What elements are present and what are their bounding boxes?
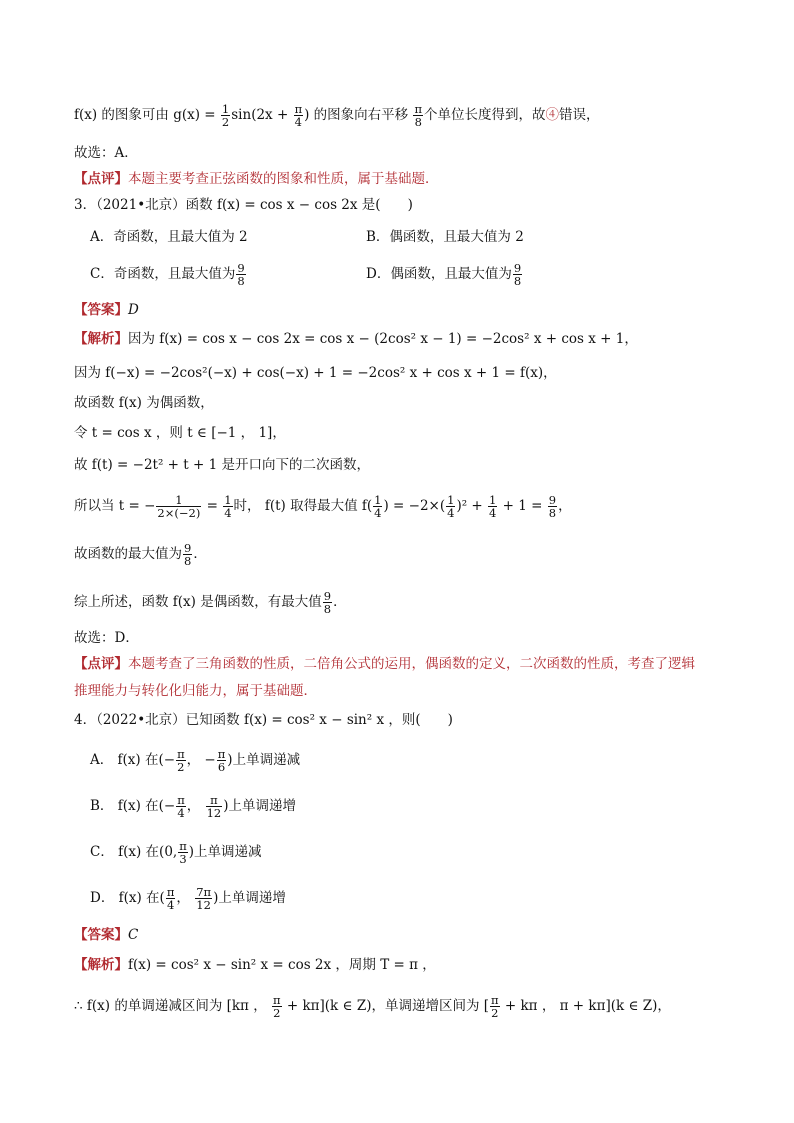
q3-option-a: A．奇函数，且最大值为 2 (90, 229, 248, 245)
q4-solution-1: 【解析】f(x) = cos² x − sin² x = cos 2x ，周期 T = π ， (74, 957, 436, 973)
fraction: $\frac{\pi}{8}$ (414, 102, 423, 129)
q3-comment-1: 【点评】本题考查了三角函数的性质，二倍角公式的运用，偶函数的定义，二次函数的性质，考查了逻辑 (74, 656, 695, 672)
q3-solution-8: 综上所述，函数 f(x) 是偶函数，有最大值 $\frac{9}{8}$ ． (74, 589, 347, 616)
analysis-tag: 【解析】 (74, 331, 128, 347)
q3-option-d: D．偶函数，且最大值为 $\frac{9}{8}$ (366, 261, 522, 288)
answer-tag: 【答案】 (74, 302, 128, 318)
fraction: $\frac{1}{2}$ (221, 102, 230, 129)
answer-tag: 【答案】 (74, 927, 128, 943)
q4-option-a: A． f(x) 在(− $\frac{\pi}{2}$ ， − $\frac{\pi}{6}$ )上单调递减 (90, 747, 301, 774)
q4-option-d: D． f(x) 在( $\frac{\pi}{4}$ ， $\frac{7\pi}{12}$ )上单调递增 (90, 885, 286, 912)
q4-answer: 【答案】C (74, 927, 139, 943)
q4-solution-2: ∴ f(x) 的单调递减区间为 [kπ ， $\frac{\pi}{2}$ + kπ](k ∈ Z)，单调递增区间为 [ $\frac{\pi}{2}$ + kπ ， π + kπ](k ∈ Z)， (74, 993, 671, 1020)
q3-comment-2: 推理能力与转化化归能力，属于基础题． (74, 683, 317, 699)
solution-line-shift: f(x) 的图象可由 g(x) = $\frac{1}{2}$ sin(2x + $\frac{\pi}{4}$ ) 的图象向右平移 $\frac{\pi}{8}$ 个单位长度得到，故④错误， (74, 102, 600, 129)
q3-solution-6: 所以当 t = − $\frac{1}{2\times(-2)}$ = $\frac{1}{4}$ 时， f(t) 取得最大值 f( $\frac{1}{4}$ ) = −2×( $\frac{1}{4}$ )² + $\frac{1}{4}$ + 1 = $\frac{9}{8}$ ， (74, 493, 572, 520)
comment-line: 【点评】本题主要考查正弦函数的图象和性质，属于基础题． (74, 171, 439, 187)
q3-option-c: C．奇函数，且最大值为 $\frac{9}{8}$ (90, 261, 245, 288)
question-4-stem: 4．（2022•北京）已知函数 f(x) = cos² x − sin² x ，则( ) (74, 712, 453, 728)
q4-option-c: C． f(x) 在(0, $\frac{\pi}{3}$ )上单调递减 (90, 839, 262, 866)
fraction: $\frac{\pi}{4}$ (294, 102, 303, 129)
comment-tag: 【点评】 (74, 171, 128, 187)
q4-option-b: B． f(x) 在(− $\frac{\pi}{4}$ ， $\frac{\pi}{12}$ )上单调递增 (90, 793, 297, 820)
q3-option-b: B．偶函数，且最大值为 2 (366, 229, 524, 245)
q3-solution-4: 令 t = cos x ，则 t ∈ [−1 ， 1]， (74, 425, 286, 441)
q3-solution-3: 故函数 f(x) 为偶函数， (74, 395, 214, 411)
q3-solution-7: 故函数的最大值为 $\frac{9}{8}$ ． (74, 541, 207, 568)
q3-solution-5: 故 f(t) = −2t² + t + 1 是开口向下的二次函数， (74, 457, 370, 473)
q3-solution-1: 【解析】因为 f(x) = cos x − cos 2x = cos x − (2cos² x − 1) = −2cos² x + cos x + 1， (74, 331, 638, 347)
choice-line: 故选：A． (74, 145, 138, 161)
q3-choice: 故选：D． (74, 630, 139, 646)
comment-tag: 【点评】 (74, 656, 128, 672)
q3-solution-2: 因为 f(−x) = −2cos²(−x) + cos(−x) + 1 = −2cos² x + cos x + 1 = f(x)， (74, 365, 557, 381)
q3-answer: 【答案】D (74, 302, 139, 318)
fraction: $\frac{9}{8}$ (513, 261, 522, 288)
fraction: $\frac{9}{8}$ (237, 261, 245, 288)
analysis-tag: 【解析】 (74, 957, 128, 973)
question-3-stem: 3．（2021•北京）函数 f(x) = cos x − cos 2x 是( ) (74, 197, 413, 213)
